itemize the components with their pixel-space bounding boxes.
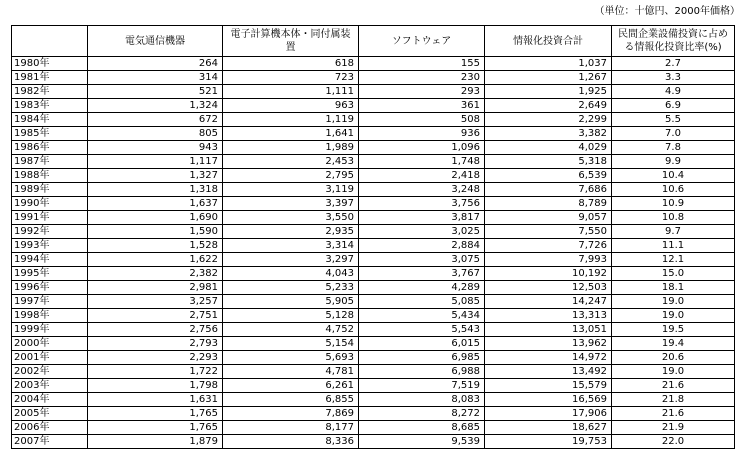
cell-software: 293	[359, 85, 485, 99]
cell-it-investment-ratio: 20.6	[612, 351, 735, 365]
cell-year: 1991年	[12, 211, 88, 225]
table-row	[12, 365, 735, 379]
cell-total-it-investment: 16,569	[485, 393, 612, 407]
cell-computers: 5,905	[223, 295, 359, 309]
cell-telecom-equipment: 1,528	[88, 239, 223, 253]
cell-it-investment-ratio: 19.0	[612, 365, 735, 379]
cell-year: 1982年	[12, 85, 88, 99]
cell-software: 3,767	[359, 267, 485, 281]
header-it-investment-ratio: 民間企業設備投資に占める情報化投資比率(%)	[612, 26, 735, 57]
cell-total-it-investment: 15,579	[485, 379, 612, 393]
cell-year: 1995年	[12, 267, 88, 281]
cell-year: 2001年	[12, 351, 88, 365]
cell-software: 8,685	[359, 421, 485, 435]
cell-computers: 4,752	[223, 323, 359, 337]
cell-telecom-equipment: 521	[88, 85, 223, 99]
cell-total-it-investment: 12,503	[485, 281, 612, 295]
cell-computers: 3,119	[223, 183, 359, 197]
cell-software: 5,543	[359, 323, 485, 337]
cell-year: 1997年	[12, 295, 88, 309]
cell-it-investment-ratio: 5.5	[612, 113, 735, 127]
cell-telecom-equipment: 1,765	[88, 407, 223, 421]
cell-telecom-equipment: 1,622	[88, 253, 223, 267]
cell-year: 2006年	[12, 421, 88, 435]
cell-total-it-investment: 2,649	[485, 99, 612, 113]
cell-total-it-investment: 1,267	[485, 71, 612, 85]
cell-software: 3,248	[359, 183, 485, 197]
cell-software: 6,985	[359, 351, 485, 365]
cell-computers: 618	[223, 57, 359, 71]
cell-software: 6,015	[359, 337, 485, 351]
cell-telecom-equipment: 1,690	[88, 211, 223, 225]
cell-telecom-equipment: 1,765	[88, 421, 223, 435]
cell-software: 9,539	[359, 435, 485, 449]
cell-it-investment-ratio: 6.9	[612, 99, 735, 113]
cell-software: 2,884	[359, 239, 485, 253]
cell-telecom-equipment: 1,879	[88, 435, 223, 449]
cell-it-investment-ratio: 19.4	[612, 337, 735, 351]
table-row	[12, 351, 735, 365]
cell-year: 1986年	[12, 141, 88, 155]
cell-total-it-investment: 13,051	[485, 323, 612, 337]
cell-total-it-investment: 14,247	[485, 295, 612, 309]
cell-it-investment-ratio: 19.0	[612, 295, 735, 309]
cell-year: 1983年	[12, 99, 88, 113]
cell-it-investment-ratio: 21.8	[612, 393, 735, 407]
cell-computers: 2,453	[223, 155, 359, 169]
cell-telecom-equipment: 1,318	[88, 183, 223, 197]
cell-year: 1981年	[12, 71, 88, 85]
cell-year: 1988年	[12, 169, 88, 183]
cell-year: 1984年	[12, 113, 88, 127]
cell-year: 1999年	[12, 323, 88, 337]
cell-it-investment-ratio: 21.9	[612, 421, 735, 435]
cell-computers: 4,043	[223, 267, 359, 281]
table-row	[12, 99, 735, 113]
cell-it-investment-ratio: 7.0	[612, 127, 735, 141]
cell-total-it-investment: 1,037	[485, 57, 612, 71]
header-total-it-investment: 情報化投資合計	[485, 26, 612, 57]
cell-total-it-investment: 7,550	[485, 225, 612, 239]
cell-software: 7,519	[359, 379, 485, 393]
cell-telecom-equipment: 2,751	[88, 309, 223, 323]
cell-it-investment-ratio: 9.9	[612, 155, 735, 169]
cell-total-it-investment: 6,539	[485, 169, 612, 183]
it-investment-table	[11, 25, 735, 449]
cell-it-investment-ratio: 10.4	[612, 169, 735, 183]
cell-total-it-investment: 13,962	[485, 337, 612, 351]
cell-it-investment-ratio: 18.1	[612, 281, 735, 295]
cell-year: 2007年	[12, 435, 88, 449]
cell-year: 1989年	[12, 183, 88, 197]
cell-it-investment-ratio: 10.8	[612, 211, 735, 225]
cell-it-investment-ratio: 15.0	[612, 267, 735, 281]
cell-telecom-equipment: 2,793	[88, 337, 223, 351]
table-row	[12, 379, 735, 393]
cell-year: 1985年	[12, 127, 88, 141]
cell-telecom-equipment: 314	[88, 71, 223, 85]
cell-software: 230	[359, 71, 485, 85]
cell-computers: 3,297	[223, 253, 359, 267]
cell-computers: 3,550	[223, 211, 359, 225]
cell-software: 3,025	[359, 225, 485, 239]
cell-total-it-investment: 13,492	[485, 365, 612, 379]
table-row	[12, 57, 735, 71]
header-row	[12, 26, 735, 57]
cell-it-investment-ratio: 12.1	[612, 253, 735, 267]
cell-computers: 2,935	[223, 225, 359, 239]
table-row	[12, 407, 735, 421]
table-row	[12, 281, 735, 295]
table-row	[12, 127, 735, 141]
cell-software: 4,289	[359, 281, 485, 295]
cell-total-it-investment: 7,686	[485, 183, 612, 197]
cell-it-investment-ratio: 11.1	[612, 239, 735, 253]
cell-telecom-equipment: 1,722	[88, 365, 223, 379]
cell-software: 3,075	[359, 253, 485, 267]
cell-year: 1998年	[12, 309, 88, 323]
cell-telecom-equipment: 1,637	[88, 197, 223, 211]
cell-computers: 723	[223, 71, 359, 85]
table-row	[12, 267, 735, 281]
cell-software: 936	[359, 127, 485, 141]
cell-year: 1990年	[12, 197, 88, 211]
cell-computers: 2,795	[223, 169, 359, 183]
cell-software: 6,988	[359, 365, 485, 379]
cell-software: 155	[359, 57, 485, 71]
table-row	[12, 211, 735, 225]
table-row	[12, 239, 735, 253]
table-row	[12, 337, 735, 351]
table-row	[12, 295, 735, 309]
cell-year: 2003年	[12, 379, 88, 393]
cell-computers: 1,989	[223, 141, 359, 155]
table-row	[12, 225, 735, 239]
cell-it-investment-ratio: 10.9	[612, 197, 735, 211]
cell-software: 1,748	[359, 155, 485, 169]
cell-it-investment-ratio: 21.6	[612, 379, 735, 393]
cell-it-investment-ratio: 4.9	[612, 85, 735, 99]
cell-total-it-investment: 18,627	[485, 421, 612, 435]
cell-total-it-investment: 7,726	[485, 239, 612, 253]
header-year	[12, 26, 88, 57]
cell-total-it-investment: 4,029	[485, 141, 612, 155]
cell-computers: 5,128	[223, 309, 359, 323]
cell-year: 1994年	[12, 253, 88, 267]
cell-telecom-equipment: 2,756	[88, 323, 223, 337]
cell-telecom-equipment: 1,324	[88, 99, 223, 113]
cell-telecom-equipment: 1,590	[88, 225, 223, 239]
table-row	[12, 393, 735, 407]
cell-computers: 5,693	[223, 351, 359, 365]
cell-software: 3,817	[359, 211, 485, 225]
cell-computers: 8,177	[223, 421, 359, 435]
cell-total-it-investment: 17,906	[485, 407, 612, 421]
cell-telecom-equipment: 1,117	[88, 155, 223, 169]
cell-year: 1992年	[12, 225, 88, 239]
cell-telecom-equipment: 1,327	[88, 169, 223, 183]
cell-total-it-investment: 14,972	[485, 351, 612, 365]
cell-year: 2000年	[12, 337, 88, 351]
cell-telecom-equipment: 2,293	[88, 351, 223, 365]
cell-year: 2002年	[12, 365, 88, 379]
cell-software: 2,418	[359, 169, 485, 183]
cell-it-investment-ratio: 3.3	[612, 71, 735, 85]
cell-telecom-equipment: 1,798	[88, 379, 223, 393]
cell-telecom-equipment: 805	[88, 127, 223, 141]
cell-year: 2005年	[12, 407, 88, 421]
table-row	[12, 85, 735, 99]
cell-total-it-investment: 9,057	[485, 211, 612, 225]
table-body	[12, 57, 735, 449]
cell-it-investment-ratio: 10.6	[612, 183, 735, 197]
cell-it-investment-ratio: 2.7	[612, 57, 735, 71]
table-row	[12, 169, 735, 183]
table-row	[12, 421, 735, 435]
cell-total-it-investment: 10,192	[485, 267, 612, 281]
cell-computers: 1,111	[223, 85, 359, 99]
cell-software: 5,085	[359, 295, 485, 309]
table-row	[12, 183, 735, 197]
cell-computers: 963	[223, 99, 359, 113]
cell-it-investment-ratio: 19.0	[612, 309, 735, 323]
cell-computers: 5,154	[223, 337, 359, 351]
cell-software: 361	[359, 99, 485, 113]
cell-computers: 6,855	[223, 393, 359, 407]
header-telecom-equipment: 電気通信機器	[88, 26, 223, 57]
cell-computers: 3,314	[223, 239, 359, 253]
cell-total-it-investment: 1,925	[485, 85, 612, 99]
table-row	[12, 253, 735, 267]
header-computers: 電子計算機本体・同付属装置	[223, 26, 359, 57]
cell-software: 5,434	[359, 309, 485, 323]
cell-computers: 5,233	[223, 281, 359, 295]
cell-it-investment-ratio: 22.0	[612, 435, 735, 449]
cell-computers: 4,781	[223, 365, 359, 379]
header-software: ソフトウェア	[359, 26, 485, 57]
table-row	[12, 155, 735, 169]
cell-it-investment-ratio: 7.8	[612, 141, 735, 155]
cell-telecom-equipment: 943	[88, 141, 223, 155]
table-row	[12, 435, 735, 449]
cell-total-it-investment: 19,753	[485, 435, 612, 449]
table-row	[12, 113, 735, 127]
cell-total-it-investment: 5,318	[485, 155, 612, 169]
cell-year: 1980年	[12, 57, 88, 71]
cell-year: 1993年	[12, 239, 88, 253]
cell-telecom-equipment: 1,631	[88, 393, 223, 407]
cell-computers: 6,261	[223, 379, 359, 393]
cell-computers: 8,336	[223, 435, 359, 449]
table-row	[12, 197, 735, 211]
cell-total-it-investment: 7,993	[485, 253, 612, 267]
cell-software: 3,756	[359, 197, 485, 211]
cell-telecom-equipment: 264	[88, 57, 223, 71]
table-row	[12, 71, 735, 85]
cell-telecom-equipment: 2,382	[88, 267, 223, 281]
cell-telecom-equipment: 3,257	[88, 295, 223, 309]
cell-software: 8,272	[359, 407, 485, 421]
table-row	[12, 309, 735, 323]
cell-software: 508	[359, 113, 485, 127]
cell-total-it-investment: 13,313	[485, 309, 612, 323]
cell-total-it-investment: 3,382	[485, 127, 612, 141]
cell-it-investment-ratio: 19.5	[612, 323, 735, 337]
cell-it-investment-ratio: 21.6	[612, 407, 735, 421]
cell-computers: 7,869	[223, 407, 359, 421]
cell-telecom-equipment: 2,981	[88, 281, 223, 295]
cell-telecom-equipment: 672	[88, 113, 223, 127]
cell-year: 1987年	[12, 155, 88, 169]
cell-total-it-investment: 2,299	[485, 113, 612, 127]
cell-computers: 3,397	[223, 197, 359, 211]
cell-computers: 1,641	[223, 127, 359, 141]
table-row	[12, 141, 735, 155]
unit-note: （単位：十億円、2000年価格）	[594, 6, 740, 17]
table-row	[12, 323, 735, 337]
cell-year: 2004年	[12, 393, 88, 407]
cell-year: 1996年	[12, 281, 88, 295]
cell-it-investment-ratio: 9.7	[612, 225, 735, 239]
cell-computers: 1,119	[223, 113, 359, 127]
cell-total-it-investment: 8,789	[485, 197, 612, 211]
cell-software: 8,083	[359, 393, 485, 407]
cell-software: 1,096	[359, 141, 485, 155]
